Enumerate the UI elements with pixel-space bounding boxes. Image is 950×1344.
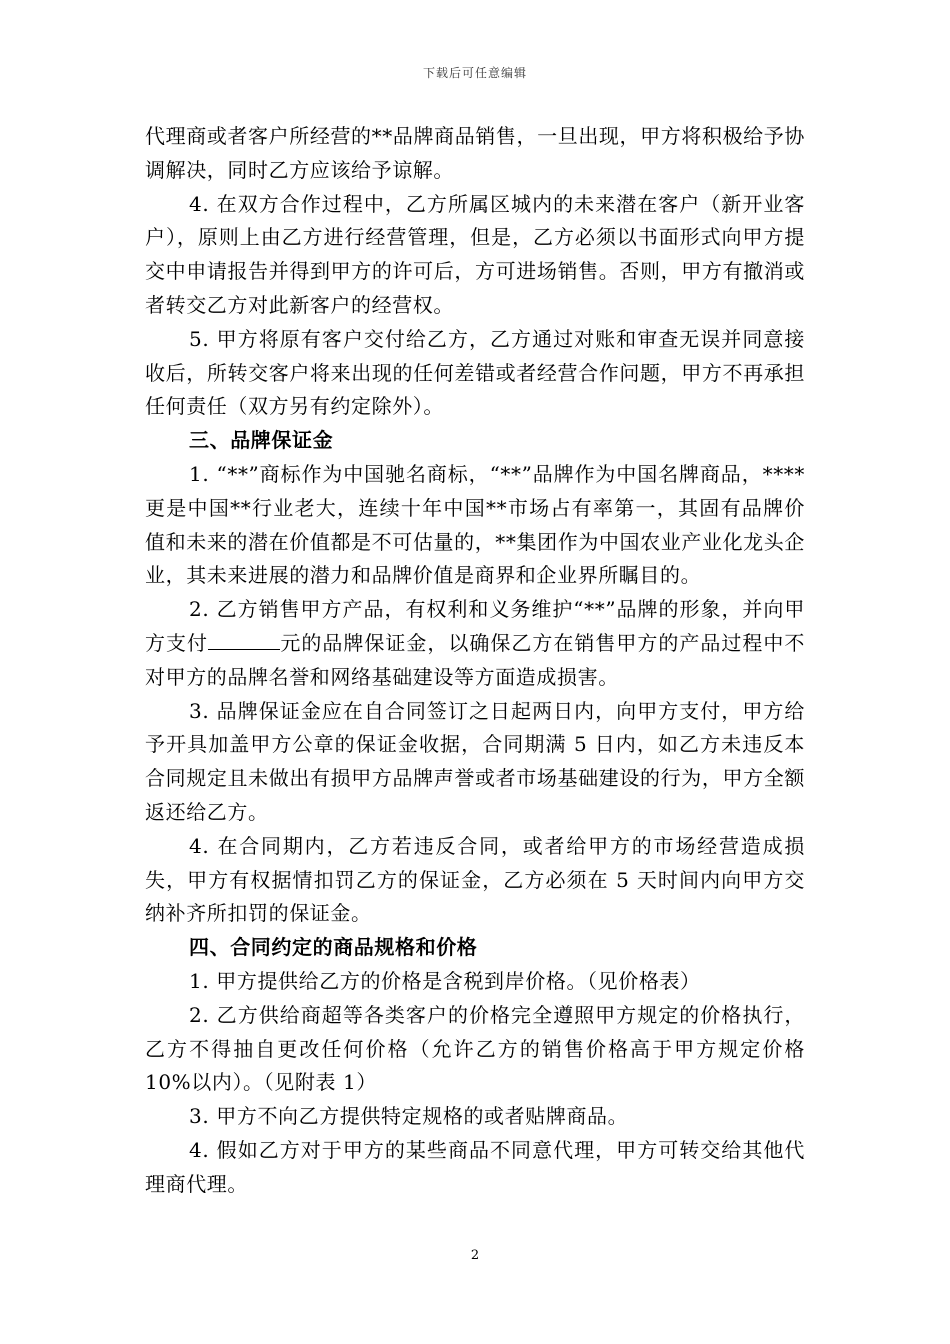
clause-2-4: 4. 在双方合作过程中，乙方所属区城内的未来潜在客户（新开业客户），原则上由乙方进行经营管理，但是，乙方必须以书面形式向甲方提交中申请报告并得到甲方的许可后，方可进场销售。否则，甲方有撤消或者转交乙方对此新客户的经营权。 — [145, 191, 805, 317]
page-header: 下载后可任意编辑 — [422, 66, 527, 80]
clause-4-2: 2. 乙方供给商超等各类客户的价格完全遵照甲方规定的价格执行，乙方不得抽自更改任何价格（允许乙方的销售价格高于甲方规定价格 10%以内）。（见附表 1） — [145, 1002, 805, 1095]
page-number: 2 — [470, 1248, 480, 1263]
clause-4-3: 3. 甲方不向乙方提供特定规格的或者贴牌商品。 — [189, 1104, 629, 1129]
clause-3-2 — [145, 593, 805, 694]
clause-4-4: 4. 假如乙方对于甲方的某些商品不同意代理，甲方可转交给其他代理商代理。 — [145, 1137, 805, 1196]
amount-blank-line — [208, 631, 280, 650]
section-heading-brand-deposit: 三、品牌保证金 — [189, 428, 334, 453]
section-heading-spec-price: 四、合同约定的商品规格和价格 — [189, 935, 478, 960]
clause-3-3: 3. 品牌保证金应在自合同签订之日起两日内，向甲方支付，甲方给予开具加盖甲方公章的保证金收据，合同期满 5 日内，如乙方未违反本合同规定且未做出有损甲方品牌声誉或者市场基础建设的行为，甲方全额返还给乙方。 — [145, 698, 805, 824]
clause-4-1: 1. 甲方提供给乙方的价格是含税到岸价格。（见价格表） — [189, 968, 701, 993]
clause-3-4: 4. 在合同期内，乙方若违反合同，或者给甲方的市场经营造成损失，甲方有权据情扣罚乙方的保证金，乙方必须在 5 天时间内向甲方交纳补齐所扣罚的保证金。 — [145, 833, 805, 926]
clause-3-2-after: 元的品牌保证金，以确保乙方在销售甲方的产品过程中不对甲方的品牌名誉和网络基础建设等方面造成损害。 — [145, 630, 805, 689]
document-body — [145, 120, 805, 1202]
clause-2-5: 5. 甲方将原有客户交付给乙方，乙方通过对账和审查无误并同意接收后，所转交客户将来出现的任何差错或者经营合作问题，甲方不再承担任何责任（双方另有约定除外）。 — [145, 326, 805, 419]
paragraph-continued: 代理商或者客户所经营的**品牌商品销售，一旦出现，甲方将积极给予协调解决，同时乙方应该给予谅解。 — [145, 124, 805, 182]
clause-3-2-before: 2. 乙方销售甲方产品，有权利和义务维护“**”品牌的形象，并向甲方支付 — [145, 597, 805, 655]
clause-3-1: 1. “**”商标作为中国驰名商标，“**”品牌作为中国名牌商品，****更是中国**行业老大，连续十年中国**市场占有率第一，其固有品牌价值和未来的潜在价值都是不可估量的，**集团作为中国农业产业化龙头企业，其未来进展的潜力和品牌价值是商界和企业界所瞩目的。 — [145, 461, 805, 588]
